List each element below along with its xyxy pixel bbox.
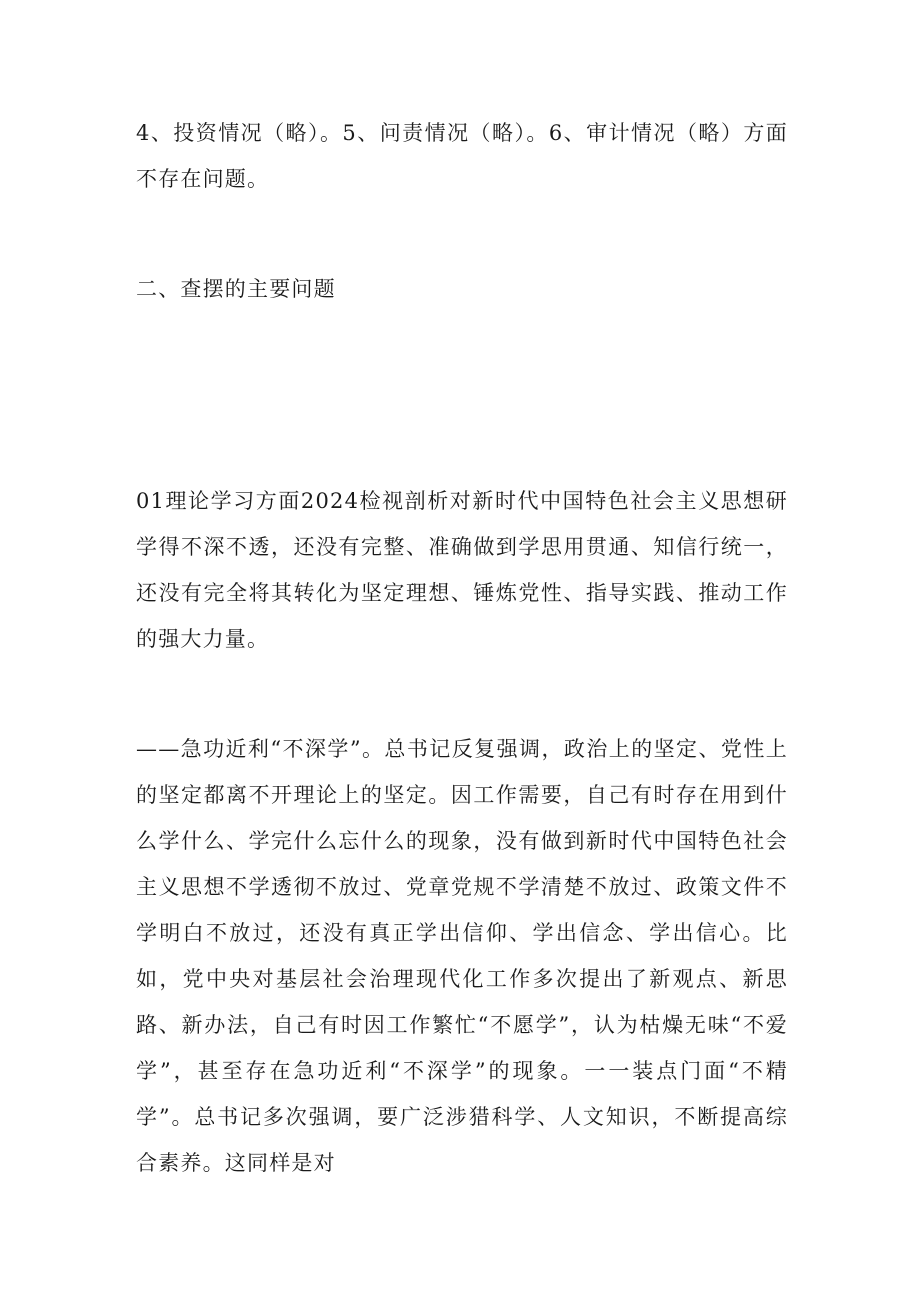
- section-heading: 二、查摆的主要问题: [136, 277, 336, 301]
- paragraph-not-deep-study: ——急功近利“不深学”。总书记反复强调，政治上的坚定、党性上的坚定都离不开理论上的坚定。因工作需要，自己有时存在用到什么学什么、学完什么忘什么的现象，没有做到新时代中国特色社会主义思想不学透彻不放过、党章党规不学清楚不放过、政策文件不学明白不放过，还没有真正学出信仰、学出信念、学出信心。比如，党中央对基层社会治理现代化工作多次提出了新观点、新思路、新办法，自己有时因工作繁忙“不愿学”，认为枯燥无味“不爱学”，甚至存在急功近利“不深学”的现象。一一装点门面“不精学”。总书记多次强调，要广泛涉猎科学、人文知识，不断提高综合素养。这同样是对: [136, 737, 788, 1175]
- paragraph-status-summary: 4、投资情况（略）。5、问责情况（略）。6、审计情况（略）方面不存在问题。: [136, 121, 788, 191]
- paragraph-theory-study: 01理论学习方面2024检视剖析对新时代中国特色社会主义思想研学得不深不透，还没有完整、准确做到学思用贯通、知信行统一，还没有完全将其转化为坚定理想、锤炼党性、指导实践、推动工作的强大力量。: [136, 489, 788, 651]
